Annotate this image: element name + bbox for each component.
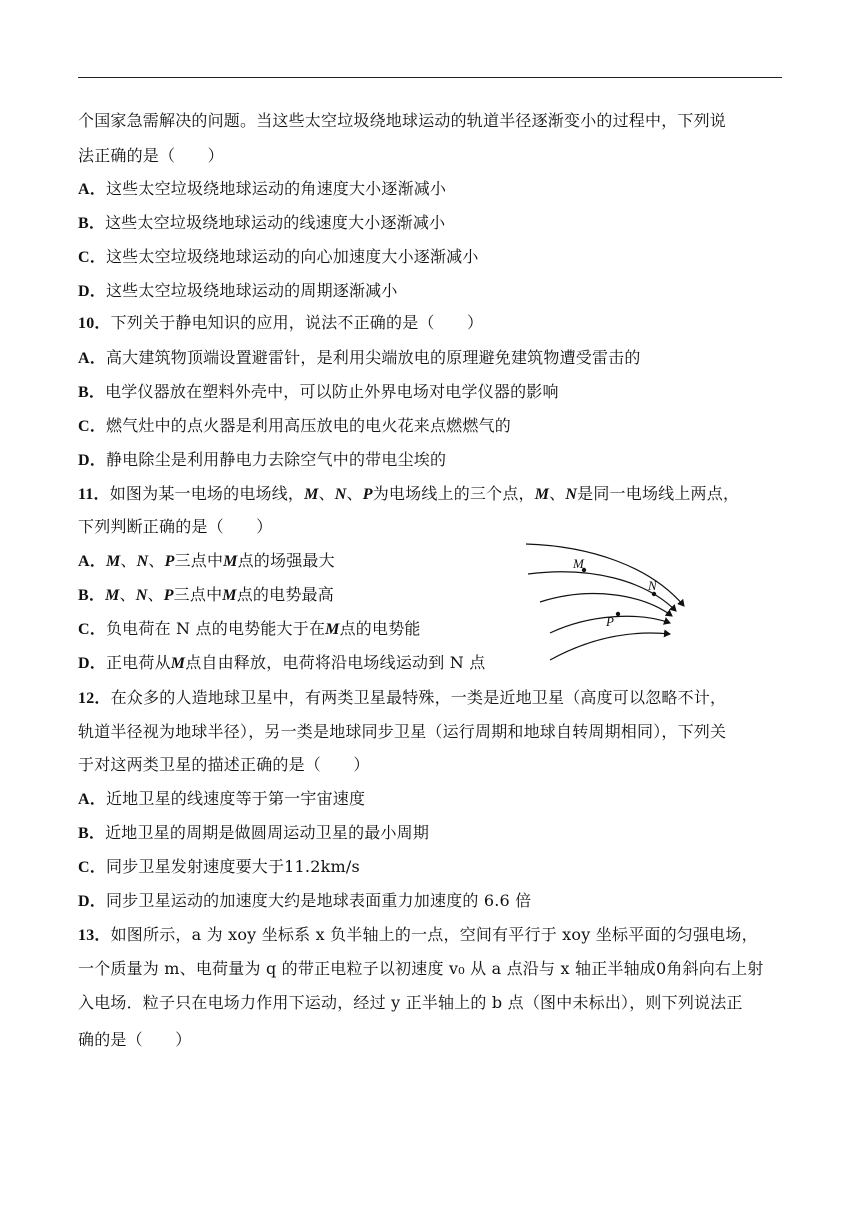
question-number: 13． [78, 927, 111, 944]
q11-option-a [78, 550, 335, 573]
question-number: 12． [78, 690, 111, 707]
q12-option-b [78, 822, 429, 845]
point-m-label: M [222, 587, 237, 604]
option-letter: C． [78, 249, 106, 266]
option-letter: B． [78, 384, 106, 401]
point-n-label: N [565, 486, 578, 503]
option-letter: B． [78, 215, 106, 232]
option-text: 静电除尘是利用静电力去除空气中的带电尘埃的 [105, 450, 447, 469]
fig-label-m: M [573, 556, 584, 571]
question-number: 11． [78, 486, 110, 503]
q9-option-c [78, 246, 479, 269]
field-line [550, 633, 670, 660]
option-letter: B． [78, 825, 106, 842]
q9-stem-line2: 法正确的是（ ） [78, 146, 224, 165]
point-p-label: P [362, 486, 373, 503]
point-m-label: M [105, 587, 120, 604]
header-rule [78, 77, 782, 78]
option-text: 这些太空垃圾绕地球运动的线速度大小逐渐减小 [105, 213, 446, 232]
option-letter: D． [78, 283, 106, 300]
q11-option-c [78, 618, 421, 641]
option-text: 三点中 [173, 585, 223, 604]
question-text: 在众多的人造地球卫星中，有两类卫星最特殊，一类是近地卫星（高度可以忽略不计， [110, 688, 727, 707]
option-text: 点的场强最大 [237, 551, 335, 570]
q12-stem-line2: 轨道半径视为地球半径），另一类是地球同步卫星（运行周期和地球自转周期相同），下列关 [78, 722, 727, 741]
point-p-label: P [163, 587, 174, 604]
option-letter: C． [78, 859, 106, 876]
option-text: 负电荷在 N 点的电势能大于在 [105, 619, 326, 638]
option-text: 三点中 [174, 551, 224, 570]
option-letter: C． [78, 418, 106, 435]
option-letter: A． [78, 181, 106, 198]
option-text: 燃气灶中的点火器是利用高压放电的电火花来点燃燃气的 [105, 416, 511, 435]
question-text: 下列关于静电知识的应用，说法不正确的是（ ） [110, 313, 484, 332]
q10-stem [78, 312, 483, 335]
point-n-label: N [334, 486, 347, 503]
q11-option-d [78, 652, 485, 675]
option-text: 近地卫星的线速度等于第一宇宙速度 [105, 789, 366, 808]
separator: 、 [147, 585, 164, 604]
option-text: 正电荷从 [105, 653, 171, 672]
point-n-label: N [136, 553, 149, 570]
option-text: 近地卫星的周期是做圆周运动卫星的最小周期 [105, 823, 430, 842]
q11-stem-line1 [78, 483, 739, 506]
q9-stem-line1: 个国家急需解决的问题。当这些太空垃圾绕地球运动的轨道半径逐渐变小的过程中，下列说 [78, 111, 727, 130]
separator: 、 [318, 484, 335, 503]
q13-stem-line4: 确的是（ ） [78, 1030, 192, 1049]
q9-option-a [78, 178, 446, 201]
fig-label-n: N [648, 578, 657, 593]
point-m-label: M [223, 553, 238, 570]
q9-option-d [78, 280, 398, 303]
point-p-label: P [164, 553, 175, 570]
q11-stem-line2: 下列判断正确的是（ ） [78, 517, 273, 536]
q10-option-d [78, 449, 446, 472]
option-text: 点自由释放，电荷将沿电场线运动到 N 点 [185, 653, 486, 672]
option-text: 电学仪器放在塑料外壳中，可以防止外界电场对电学仪器的影响 [105, 382, 559, 401]
separator: 、 [148, 551, 165, 570]
q12-option-a [78, 788, 365, 811]
option-letter: D． [78, 893, 106, 910]
question-text: 是同一电场线上两点， [577, 484, 740, 503]
q11-option-b [78, 584, 334, 607]
option-text: 这些太空垃圾绕地球运动的周期逐渐减小 [105, 281, 398, 300]
option-letter: B． [78, 587, 106, 604]
option-text: 这些太空垃圾绕地球运动的向心加速度大小逐渐减小 [105, 247, 479, 266]
q12-stem-line3: 于对这两类卫星的描述正确的是（ ） [78, 755, 370, 774]
q10-option-a [78, 347, 641, 370]
question-number: 10． [78, 315, 111, 332]
q12-option-d [78, 890, 531, 913]
question-text: 为电场线上的三个点， [372, 484, 535, 503]
question-text: 如图所示，a 为 xoy 坐标系 x 负半轴上的一点，空间有平行于 xoy 坐标平面的匀强电场， [110, 925, 758, 944]
field-line [526, 544, 684, 606]
option-letter: D． [78, 655, 106, 672]
option-text: 同步卫星运动的加速度大约是地球表面重力加速度的 6.6 倍 [105, 891, 532, 910]
q13-stem-line3: 入电场．粒子只在电场力作用下运动，经过 y 正半轴上的 b 点（图中未标出），则下列说法正 [78, 993, 743, 1012]
option-letter: A． [78, 350, 106, 367]
q13-stem-line2: 一个质量为 m、电荷量为 q 的带正电粒子以初速度 v₀ 从 a 点沿与 x 轴正半轴成0角斜向右上射 [78, 959, 764, 978]
point-m-label: M [534, 486, 550, 503]
field-line [540, 594, 672, 616]
point-n-label: N [135, 587, 148, 604]
point-m-label: M [325, 621, 340, 638]
option-letter: A． [78, 791, 106, 808]
point-m-label: M [304, 486, 319, 503]
q12-stem-line1 [78, 687, 726, 710]
option-text: 同步卫星发射速度要大于11.2km/s [105, 857, 360, 876]
point-p [616, 612, 620, 616]
q10-option-c [78, 415, 511, 438]
separator: 、 [120, 551, 137, 570]
q9-option-b [78, 212, 445, 235]
separator: 、 [119, 585, 136, 604]
q10-option-b [78, 381, 559, 404]
fig-label-p: P [606, 614, 614, 629]
option-letter: D． [78, 452, 106, 469]
electric-field-lines-figure [520, 538, 690, 666]
point-m-label: M [105, 553, 121, 570]
separator: 、 [346, 484, 363, 503]
option-letter: C． [78, 621, 106, 638]
option-letter: A． [78, 553, 106, 570]
option-text: 点的电势能 [339, 619, 421, 638]
option-text: 点的电势最高 [236, 585, 334, 604]
option-text: 这些太空垃圾绕地球运动的角速度大小逐渐减小 [105, 179, 447, 198]
q13-stem-line1 [78, 924, 758, 947]
q12-option-c [78, 856, 360, 879]
option-text: 高大建筑物顶端设置避雷针，是利用尖端放电的原理避免建筑物遭受雷击的 [105, 348, 641, 367]
question-text: 如图为某一电场的电场线， [109, 484, 305, 503]
separator: 、 [549, 484, 566, 503]
point-m-label: M [170, 655, 186, 672]
